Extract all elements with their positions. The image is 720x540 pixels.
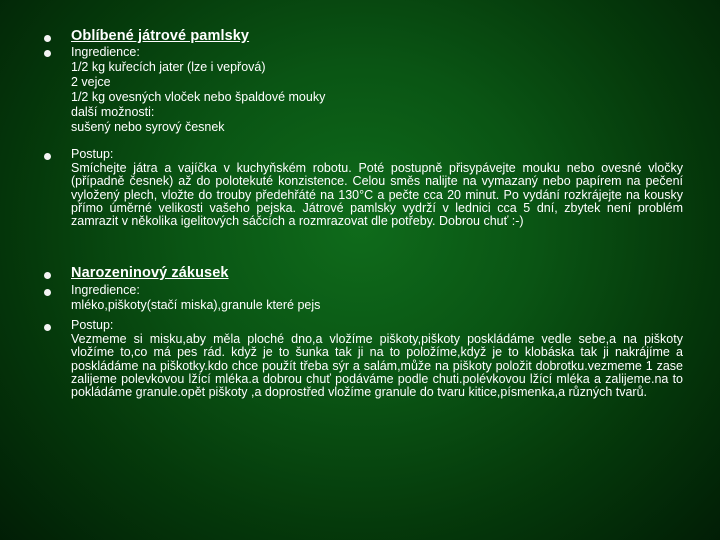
- section1-ingredients: [71, 45, 683, 135]
- section1-steps: [71, 147, 683, 228]
- bullet-icon: [44, 153, 51, 160]
- section1-title: Oblíbené játrové pamlsky: [71, 28, 250, 44]
- ingredient-item: sušený nebo syrový česnek: [71, 120, 225, 134]
- ingredient-item: další možnosti:: [71, 105, 155, 119]
- section2-ingredients: [71, 283, 683, 313]
- steps-text: Vezmeme si misku,aby měla ploché dno,a vložíme piškoty,piškoty poskládáme vedle sebe,a na piškoty vložíme to,co má pes rád. když je to šunka tak ji na to položíme,když je to klobáska tak ji nakrájíme a poskládáme na piškotky.kdo chce použít třeba sýr a salám,může na piškoty položit dobrotku.vezmeme 1 zase zalijeme polevkovou lžící mléka.a dobrou chuť podáváme podle chuti.polévkovou lžící mléka a zalijeme.na to pokládáme granule.opět piškoty ,a doprostřed vložíme granule do tvaru kitice,písmenka,a různých tvarů.: [71, 332, 683, 400]
- bullet-icon: [44, 272, 51, 279]
- ingredients-label: Ingredience:: [71, 45, 140, 59]
- bullet-icon: [44, 50, 51, 57]
- ingredient-item: mléko,piškoty(stačí miska),granule které pejs: [71, 298, 321, 312]
- section2-steps: [71, 318, 683, 399]
- ingredients-label: Ingredience:: [71, 283, 140, 297]
- steps-label: Postup:: [71, 147, 114, 161]
- ingredient-item: 1/2 kg ovesných vloček nebo špaldové mouky: [71, 90, 326, 104]
- bullet-icon: [44, 35, 51, 42]
- bullet-icon: [44, 289, 51, 296]
- ingredient-item: 2 vejce: [71, 75, 111, 89]
- bullet-icon: [44, 324, 51, 331]
- section2-title: Narozeninový zákusek: [71, 265, 229, 281]
- steps-label: Postup:: [71, 318, 114, 332]
- ingredient-item: 1/2 kg kuřecích jater (lze i vepřová): [71, 60, 266, 74]
- steps-text: Smíchejte játra a vajíčka v kuchyňském robotu. Poté postupně přisypávejte mouku nebo ovesné vločky (případně česnek) až do polotekuté konzistence. Celou směs nalijte na vymazaný nebo papírem na pečení vyložený plech, vložte do trouby předehřáté na 130°C a pečte cca 20 minut. Po vydání rozkrájejte na kousky přímo úměrné velikosti vašeho pejska. Játrové pamlsky vydrží v lednici cca 5 dní, zbytek není problém zamrazit v několika igelitových sáčcích a rozmrazovat dle potřeby. Dobrou chuť :-): [71, 161, 683, 229]
